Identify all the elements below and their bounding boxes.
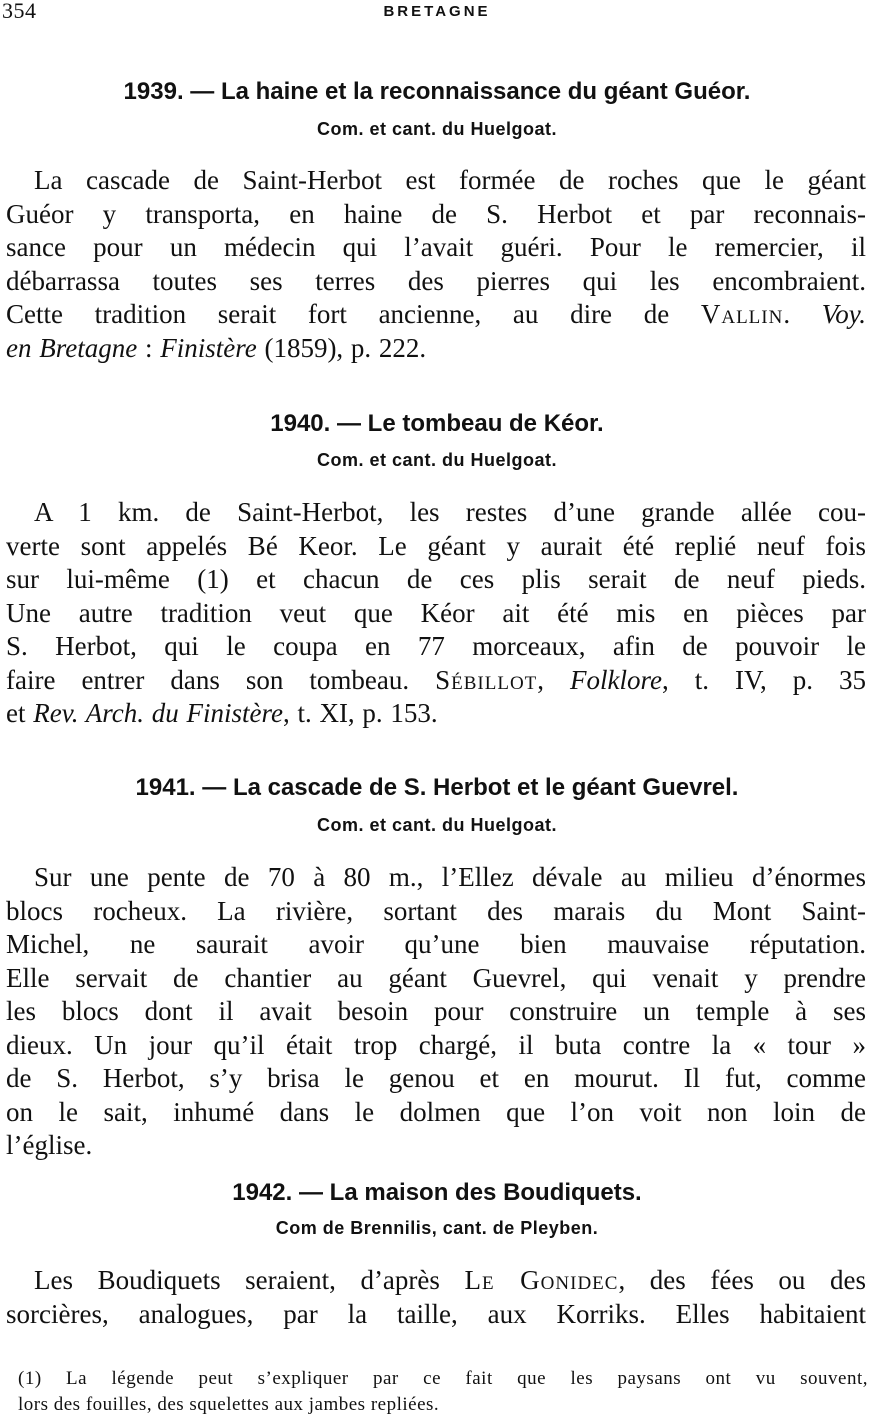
text-line: les blocs dont il avait besoin pour construire un temple à ses <box>6 996 866 1026</box>
footnote <box>18 1366 868 1418</box>
author-name: Le Gonidec <box>464 1265 619 1295</box>
text-line: A 1 km. de Saint-Herbot, les restes d’une grande allée cou- <box>34 497 866 527</box>
entry-dash: — <box>202 774 227 801</box>
citation-title: Rev. Arch. du Finistère <box>33 698 283 728</box>
entry-title: La cascade de S. Herbot et le géant Guevrel. <box>232 774 739 801</box>
entry-1941-heading <box>0 774 874 802</box>
text-line: faire entrer dans son tombeau. Sébillot, Folklore, t. IV, p. 35 <box>6 664 866 695</box>
entry-1939-heading <box>0 78 874 106</box>
entry-dash: — <box>190 78 215 105</box>
entry-dash: — <box>299 1179 323 1206</box>
text-line: Une autre tradition veut que Kéor ait été mis en pièces par <box>6 597 866 628</box>
author-name: Sébillot <box>435 664 538 695</box>
entry-title: La haine et la reconnaissance du géant Guéor. <box>220 78 751 105</box>
text-line: Sur une pente de 70 à 80 m., l’Ellez dévale au milieu d’énormes <box>34 862 866 892</box>
text-line: Cette tradition serait fort ancienne, au dire de Vallin. Voy. <box>6 299 867 329</box>
citation-title: Voy. <box>821 299 867 329</box>
entry-1940-text <box>6 496 866 731</box>
text-line: dieux. Un jour qu’il était trop chargé, il buta contre la « tour » <box>6 1029 866 1060</box>
entry-1942-text <box>6 1264 866 1331</box>
page-header <box>0 0 874 26</box>
page-number: 354 <box>2 0 37 23</box>
citation-title: Folklore <box>570 664 662 695</box>
text-line: S. Herbot, qui le coupa en 77 morceaux, afin de pouvoir le <box>6 631 866 661</box>
text-line: Elle servait de chantier au géant Guevrel, qui venait y prendre <box>6 962 866 993</box>
text-line: sorcières, analogues, par la taille, aux Korriks. Elles habitaient <box>6 1298 866 1329</box>
footnote-line: (1) La légende peut s’expliquer par ce fait que les paysans ont vu souvent, <box>18 1368 868 1389</box>
entry-title: La maison des Boudiquets. <box>329 1179 642 1206</box>
entry-number: 1939. <box>123 78 184 105</box>
text-line: et Rev. Arch. du Finistère, t. XI, p. 153. <box>6 698 438 728</box>
footnote-line: lors des fouilles, des squelettes aux jambes repliées. <box>18 1394 440 1415</box>
text-line: verte sont appelés Bé Keor. Le géant y aurait été replié neuf fois <box>6 530 866 561</box>
citation-title: Finistère <box>160 332 257 363</box>
text-line: sur lui-même (1) et chacun de ces plis serait de neuf pieds. <box>6 564 866 594</box>
text-line: on le sait, inhumé dans le dolmen que l’on voit non loin de <box>6 1096 866 1127</box>
entry-1939-location: Com. et cant. du Huelgoat. <box>316 119 557 139</box>
entry-1942-location: Com de Brennilis, cant. de Pleyben. <box>275 1218 599 1238</box>
entry-number: 1940. <box>270 410 331 437</box>
entry-number: 1942. <box>232 1179 293 1206</box>
author-name: Vallin <box>700 299 784 329</box>
citation-title: en Bretagne <box>6 332 138 363</box>
entry-dash: — <box>337 410 361 437</box>
text-line: l’église. <box>6 1130 93 1160</box>
text-line: en Bretagne : Finistère (1859), p. 222. <box>6 332 427 363</box>
text-line: Les Boudiquets seraient, d’après Le Gonidec, des fées ou des <box>34 1265 866 1295</box>
text-line: La cascade de Saint-Herbot est formée de roches que le géant <box>34 165 866 195</box>
entry-1939-text <box>6 164 866 365</box>
entry-1941-location: Com. et cant. du Huelgoat. <box>316 815 557 835</box>
text-line: blocs rocheux. La rivière, sortant des marais du Mont Saint- <box>6 895 866 926</box>
running-head: BRETAGNE <box>383 3 491 20</box>
text-line: Michel, ne saurait avoir qu’une bien mauvaise réputation. <box>6 929 866 959</box>
entry-1942-heading <box>0 1179 874 1207</box>
text-line: débarrassa toutes ses terres des pierres qui les encombraient. <box>6 265 866 296</box>
entry-1940-location: Com. et cant. du Huelgoat. <box>316 450 557 470</box>
text-line: Guéor y transporta, en haine de S. Herbot et par reconnais- <box>6 198 866 229</box>
text-line: de S. Herbot, s’y brisa le genou et en mourut. Il fut, comme <box>6 1063 866 1093</box>
entry-1940-heading <box>0 410 874 438</box>
entry-title: Le tombeau de Kéor. <box>367 410 604 437</box>
entry-1941-text <box>6 861 866 1163</box>
text-line: sance pour un médecin qui l’avait guéri. Pour le remercier, il <box>6 232 866 262</box>
entry-number: 1941. <box>135 774 196 801</box>
